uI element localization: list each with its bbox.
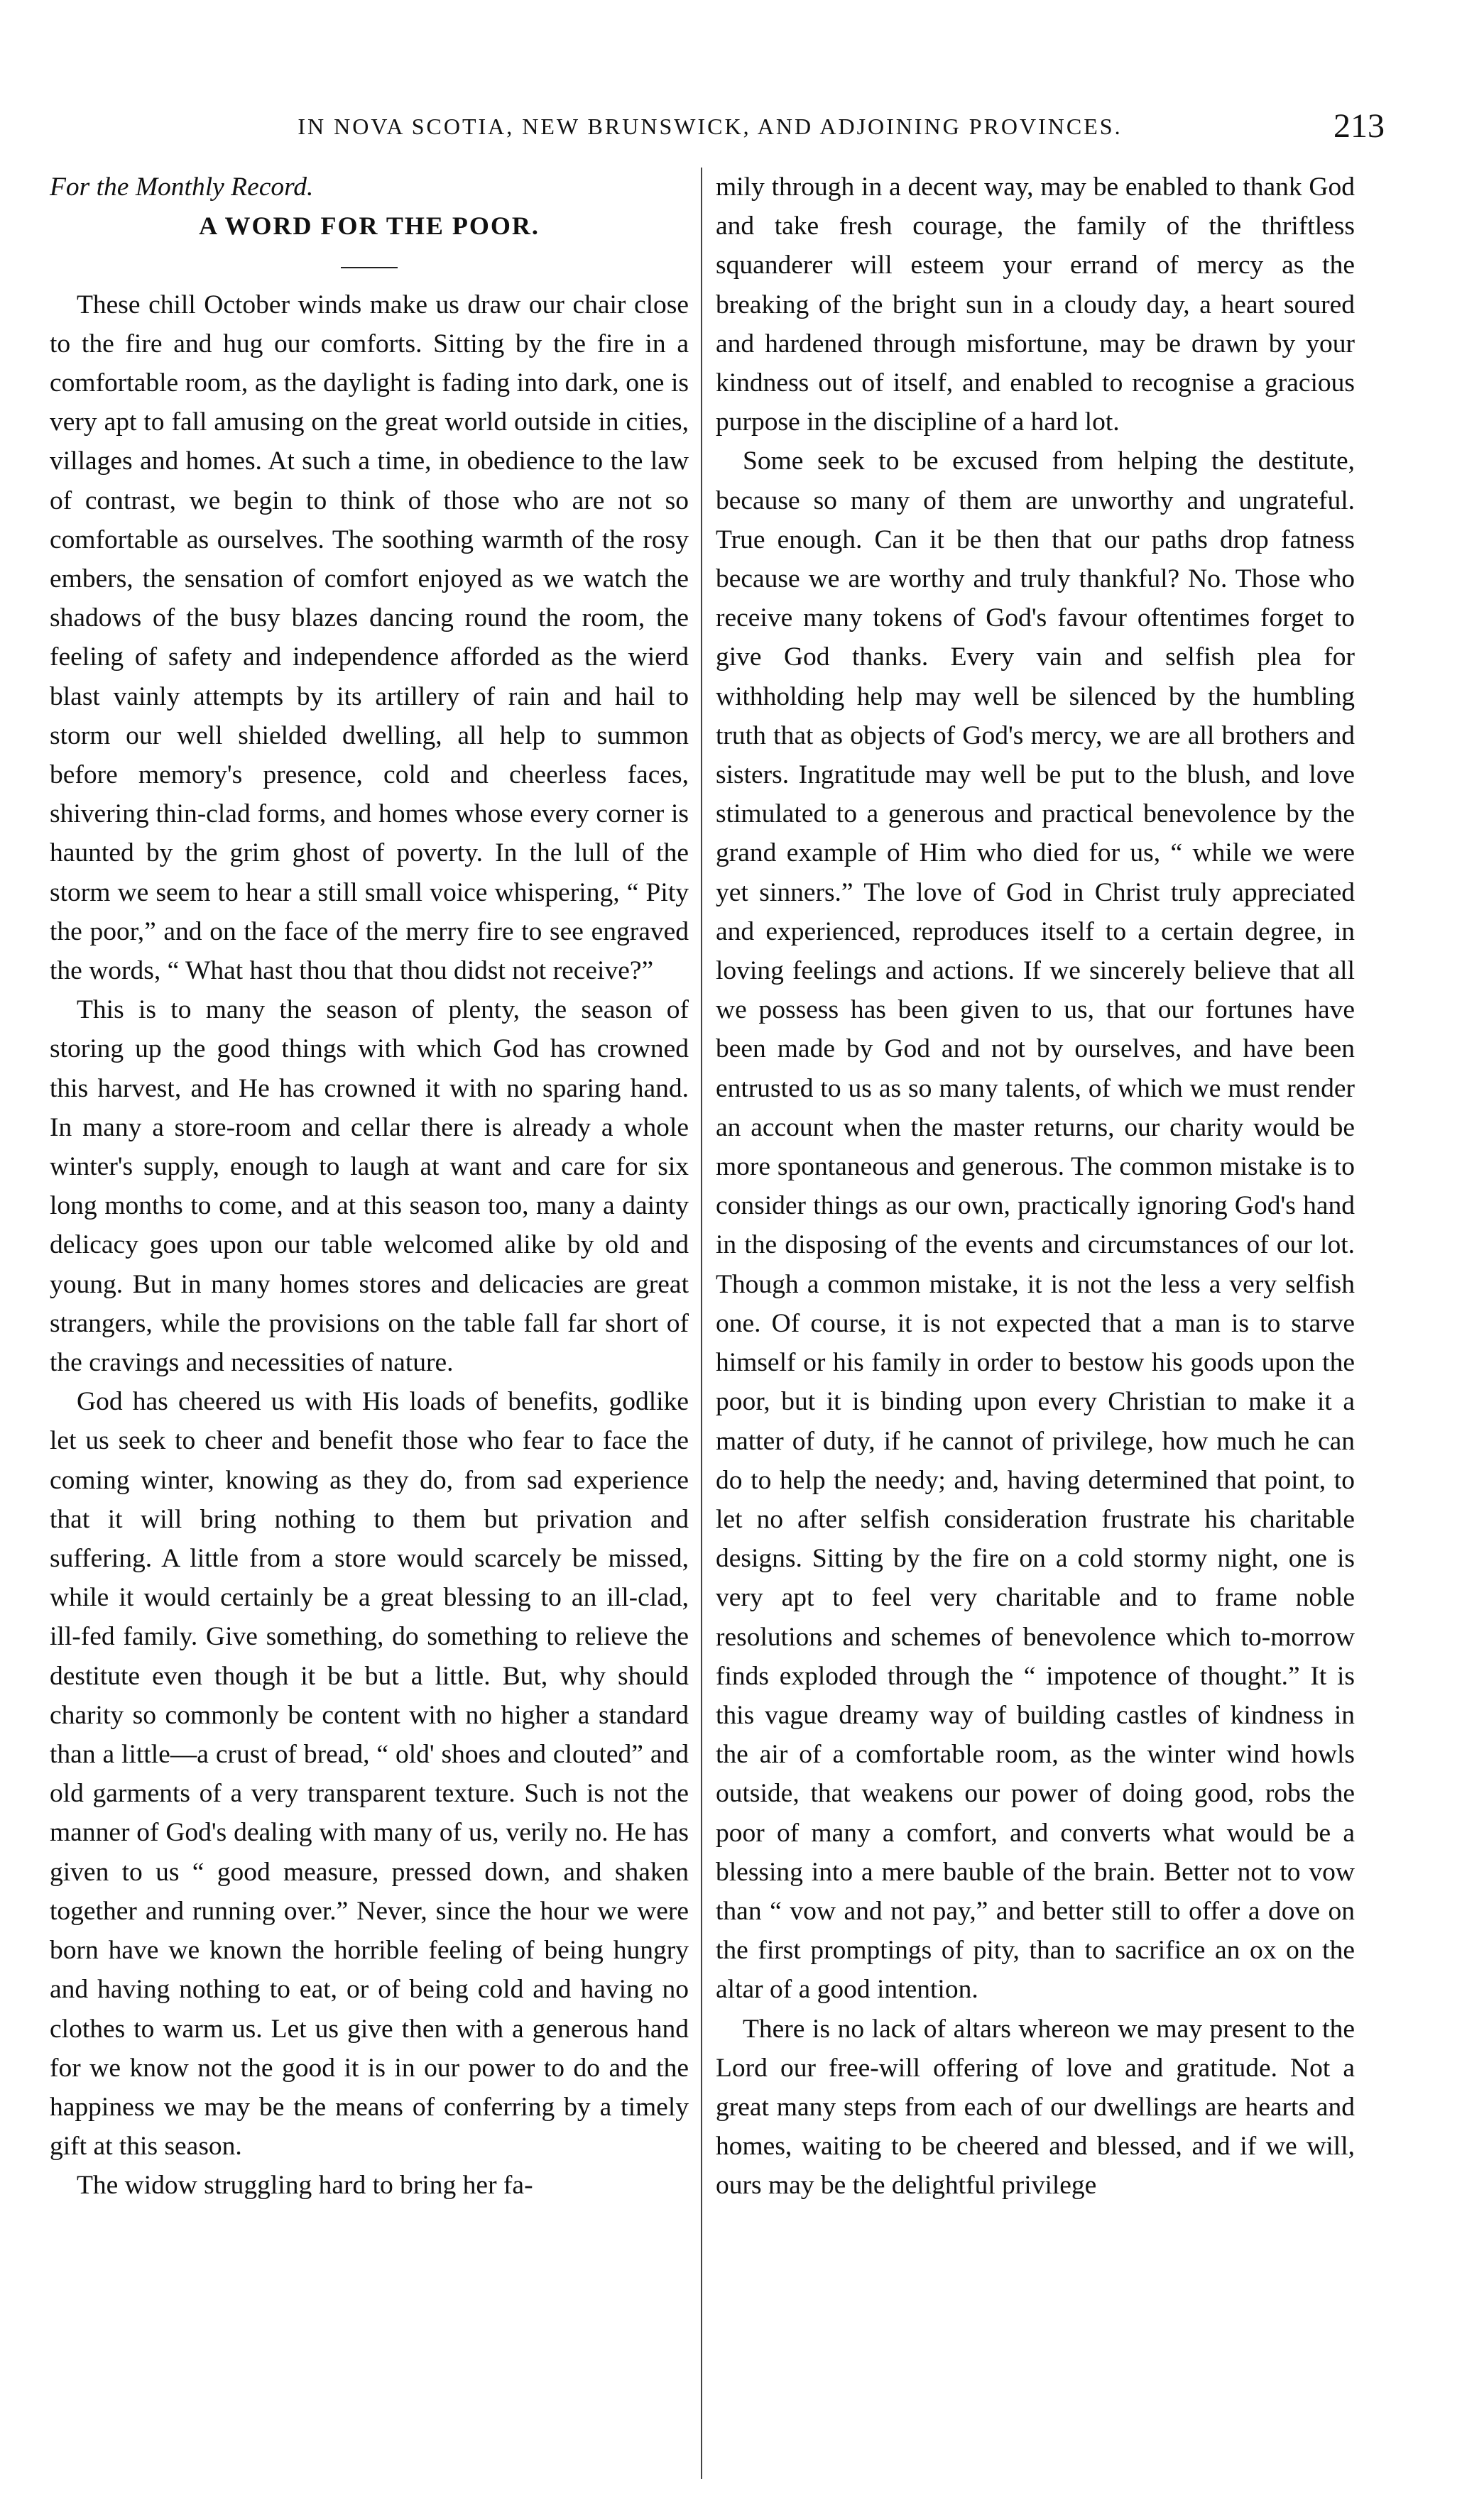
- source-line: For the Monthly Record.: [50, 172, 314, 202]
- running-head-title: IN NOVA SCOTIA, NEW BRUNSWICK, AND ADJOINING PROVINCES.: [298, 114, 1123, 139]
- title-divider: [50, 246, 689, 285]
- paragraph-continued: mily through in a decent way, may be enabled to thank God and take fresh courage, the family of the thriftless squanderer will esteem your errand of mercy as the breaking of the bright sun in a cloudy day, a heart soured and hardened through misfortune, may be drawn by your kindness out of itself, and enabled to recognise a gracious purpose in the discipline of a hard lot.: [716, 172, 1355, 437]
- paragraph: This is to many the season of plenty, the season of storing up the good things with which God has crowned this harvest, and He has crowned it with no sparing hand. In many a store-room and cellar there is already a whole winter's supply, enough to laugh at want and care for six long months to come, and at this season too, many a dainty delicacy goes upon our table welcomed alike by old and young. But in many homes stores and delicacies are great strangers, while the provisions on the table fall far short of the cravings and necessities of nature.: [50, 995, 689, 1378]
- paragraph: God has cheered us with His loads of benefits, godlike let us seek to cheer and benefit those who fear to face the coming winter, knowing as they do, from sad experience that it will bring nothing to them but privation and suffering. A little from a store would scarcely be missed, while it would certainly be a great blessing to an ill-clad, ill-fed family. Give something, do something to relieve the destitute even though it be but a little. But, why should charity so commonly be content with no higher a standard than a little—a crust of bread, “ old' shoes and clouted” and old garments of a very transparent texture. Such is not the manner of God's dealing with many of us, verily no. He has given to us “ good measure, pressed down, and shaken together and running over.” Never, since the hour we were born have we known the horrible feeling of being hungry and having nothing to eat, or of being cold and having no clothes to warm us. Let us give then with a generous hand for we know not the good it is in our power to do and the happiness we may be the means of conferring by a timely gift at this season.: [50, 1387, 689, 2162]
- paragraph: These chill October winds make us draw our chair close to the fire and hug our comforts. Sitting by the fire in a comfortable room, as the daylight is fading into dark, one is very apt to fall amusing on the great world outside in cities, villages and homes. At such a time, in obedience to the law of contrast, we begin to think of those who are not so comfortable as ourselves. The soothing warmth of the rosy embers, the sensation of comfort enjoyed as we watch the shadows of the busy blazes dancing round the room, the feeling of safety and independence afforded as the wierd blast vainly attempts by its artillery of rain and hail to storm our well shielded dwelling, all help to summon before memory's presence, cold and cheerless faces, shivering thin-clad forms, and homes whose every corner is haunted by the grim ghost of poverty. In the lull of the storm we seem to hear a still small voice whispering, “ Pity the poor,” and on the face of the merry fire to see engraved the words, “ What hast thou that thou didst not receive?”: [50, 290, 689, 986]
- paragraph: The widow struggling hard to bring her fa-: [77, 2171, 533, 2201]
- running-head: [213, 106, 1385, 156]
- paragraph: Some seek to be excused from helping the destitute, because so many of them are unworthy and ungrateful. True enough. Can it be then that our paths drop fatness because we are worthy and truly thankful? No. Those who receive many tokens of God's favour oftentimes forget to give God thanks. Every vain and selfish plea for withholding help may well be silenced by the humbling truth that as objects of God's mercy, we are all brothers and sisters. Ingratitude may well be put to the blush, and love stimulated to a generous and practical benevolence by the grand example of Him who died for us, “ while we were yet sinners.” The love of God in Christ truly appreciated and experienced, reproduces itself to a certain degree, in loving feelings and actions. If we sincerely believe that all we possess has been given to us, that our fortunes have been made by God and not by ourselves, and have been entrusted to us as so many talents, of which we must render an account when the master returns, our charity would be more spontaneous and generous. The common mistake is to consider things as our own, practically ignoring God's hand in the disposing of the events and circumstances of our lot. Though a common mistake, it is not the less a very selfish one. Of course, it is not expected that a man is to starve himself or his family in order to bestow his goods upon the poor, but it is binding upon every Christian to make it a matter of duty, if he cannot of privilege, how much he can do to help the needy; and, having determined that point, to let no after selfish consideration frustrate his charitable designs. Sitting by the fire on a cold stormy night, one is very apt to feel very charitable and to frame noble resolutions and schemes of benevolence which to-morrow finds exploded through the “ impotence of thought.” It is this vague dreamy way of building castles of kindness in the air of a comfortable room, as the winter wind howls outside, that weakens our power of doing good, robs the poor of many a comfort, and converts what would be a blessing into a mere bauble of the brain. Better not to vow than “ vow and not pay,” and better still to offer a dove on the first promptings of pity, than to sacrifice an ox on the altar of a good intention.: [716, 447, 1355, 2005]
- left-column: [50, 168, 689, 2206]
- page-number: 213: [1333, 107, 1385, 145]
- paragraph: There is no lack of altars whereon we may present to the Lord our free-will offering of love and gratitude. Not a great many steps from each of our dwellings are hearts and homes, waiting to be cheered and blessed, and if we will, ours may be the delightful privilege: [716, 2014, 1355, 2201]
- article-title: A WORD FOR THE POOR.: [199, 212, 540, 241]
- column-divider: [701, 168, 702, 2479]
- right-column: [716, 168, 1355, 2206]
